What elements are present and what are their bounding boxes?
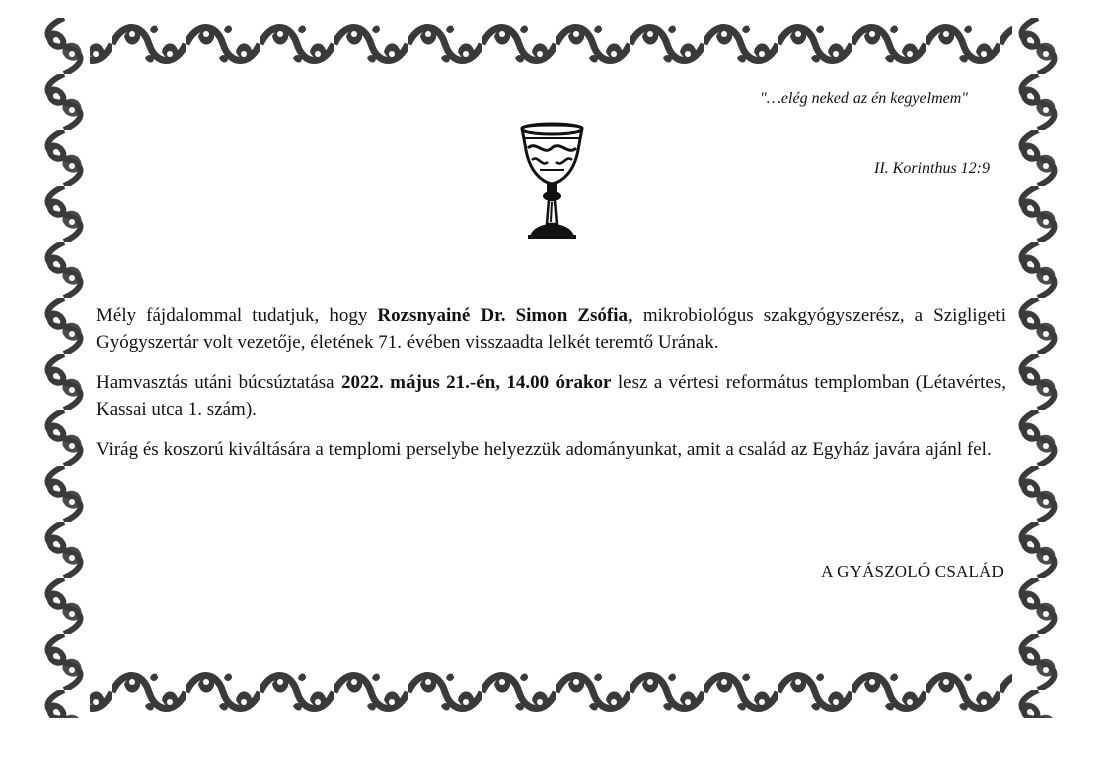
bible-reference: II. Korinthus 12:9 bbox=[874, 160, 990, 177]
bible-quote: "…elég neked az én kegyelmem" bbox=[759, 90, 968, 107]
border-right-ornament bbox=[1012, 18, 1064, 718]
funeral-intro: Hamvasztás utáni búcsúztatása bbox=[96, 372, 342, 393]
funeral-paragraph bbox=[96, 369, 1006, 423]
announcement-paragraph bbox=[96, 302, 1006, 356]
border-bottom-ornament bbox=[38, 666, 1064, 718]
announcement-details: , mikrobiológus szakgyógyszerész, a Szigligeti Gyógyszertár volt vezetője, életének 71. évében visszaadta lelkét teremtő Urának. bbox=[96, 305, 1006, 353]
chalice-icon bbox=[516, 120, 588, 244]
donation-paragraph: Virág és koszorú kiváltására a templomi perselybe helyezzük adományunkat, amit a család az Egyház javára ajánl fel. bbox=[96, 439, 992, 460]
obituary-text bbox=[96, 302, 1006, 476]
funeral-date: 2022. május 21.-én, 14.00 órakor bbox=[341, 372, 612, 393]
border-left-ornament bbox=[38, 18, 90, 718]
border-top-ornament bbox=[38, 18, 1064, 70]
family-signature: A GYÁSZOLÓ CSALÁD bbox=[821, 562, 1004, 581]
deceased-name: Rozsnyainé Dr. Simon Zsófia bbox=[377, 305, 629, 326]
announcement-intro: Mély fájdalommal tudatjuk, hogy bbox=[96, 305, 378, 326]
funeral-location: lesz a vértesi református templomban (Létavértes, Kassai utca 1. szám). bbox=[96, 372, 1006, 420]
